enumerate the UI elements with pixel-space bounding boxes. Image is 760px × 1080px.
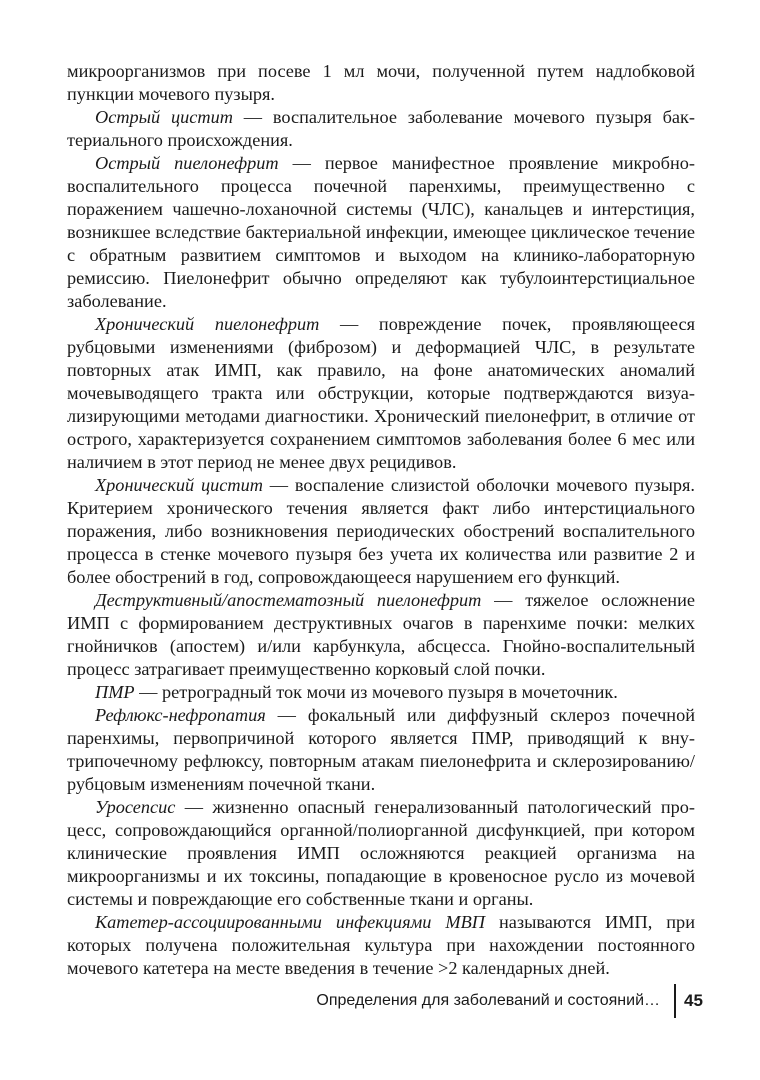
definition-text: — тяжелое осложнение ИМП с формированием деструктивных очагов в паренхиме почки: мелких гнойничков (апостем) и/или карбункула, абсцесса. Гнойно-воспалительный процесс затрагивает преимущественно корковый слой почки.: [67, 590, 695, 679]
running-footer-title: Определения для заболеваний и состояний…: [316, 992, 660, 1009]
definition-term: Рефлюкс-нефропатия: [95, 705, 266, 725]
definition-text: — воспалительное заболевание мочевого пузыря бактериального происхождения.: [67, 107, 695, 150]
definition-acute-cystitis: [67, 106, 695, 152]
definition-term: Хронический цистит: [95, 475, 263, 495]
definition-text: — воспаление слизистой оболочки мочевого пузыря. Критерием хронического течения является факт либо интерстициального поражения, либо возникновения периодических обострений воспалительного процесса в стенке мочевого пузыря без учета их количества или развитие 2 и более обострений в год, сопровождающееся нарушением его функций.: [67, 475, 695, 587]
paragraph-continuation: [67, 60, 695, 106]
definition-acute-pyelonephritis: [67, 152, 695, 313]
definition-chronic-pyelonephritis: [67, 313, 695, 474]
footer-divider: [674, 984, 676, 1018]
definition-catheter-infections: [67, 911, 695, 980]
definition-term: Деструктивный/апостематозный пиелонефрит: [95, 590, 482, 610]
paragraph-text: микроорганизмов при посеве 1 мл мочи, полученной путем надлобковой пункции мочевого пузыря.: [67, 61, 695, 104]
page-number: 45: [684, 991, 703, 1010]
definition-chronic-cystitis: [67, 474, 695, 589]
definition-text: — ретроградный ток мочи из мочевого пузыря в мочеточник.: [134, 682, 618, 702]
definition-term: Хронический пиелонефрит: [95, 314, 320, 334]
definition-destructive-pyelonephritis: [67, 589, 695, 681]
definition-text: — повреждение почек, проявляющееся рубцовыми изменениями (фиброзом) и деформацией ЧЛС, в результате повторных атак ИМП, как правило, на фоне анатомических аномалий мочевыводящего тракта или обструкции, которые подтверждаются визуализирующими методами диагностики. Хронический пиелонефрит, в отличие от острого, характеризуется сохранением симптомов заболевания более 6 мес или наличием в этот период не менее двух рецидивов.: [67, 314, 695, 472]
page-footer: [0, 986, 760, 1022]
definition-reflux-nephropathy: [67, 704, 695, 796]
definition-term: Уросепсис: [95, 797, 176, 817]
definition-text: — первое манифестное проявление микробно-воспалительного процесса почечной паренхимы, преимущественно с поражением чашечно-лоханочной системы (ЧЛС), канальцев и интерстиция, возникшее вследствие бактериальной инфекции, имеющее циклическое течение с обратным развитием симптомов и выходом на клинико-лабораторную ремиссию. Пиелонефрит обычно определяют как тубулоинтерстициальное заболевание.: [67, 153, 695, 311]
definition-term: Острый цистит: [95, 107, 233, 127]
definition-text: — жизненно опасный генерализованный патологический процесс, сопровождающийся органной/полиорганной дисфункцией, при котором клинические проявления ИМП осложняются реакцией организма на микроорганизмы и их токсины, попадающие в кровеносное русло из мочевой системы и повреждающие его собственные ткани и органы.: [67, 797, 695, 909]
definition-text: называются ИМП, при которых получена положительная культура при нахождении постоянного мочевого катетера на месте введения в течение >2 календарных дней.: [67, 912, 695, 978]
definition-term: Катетер-ассоциированными инфекциями МВП: [95, 912, 485, 932]
definition-vur: [67, 681, 695, 704]
definition-text: — фокальный или диффузный склероз почечной паренхимы, первопричиной которого является ПМР, приводящий к внутрипочечному рефлюксу, повторным атакам пиелонефрита и склерозированию/рубцовым изменениям почечной ткани.: [67, 705, 695, 794]
definition-urosepsis: [67, 796, 695, 911]
page-body: [67, 60, 695, 980]
definition-term: Острый пиелонефрит: [95, 153, 279, 173]
definition-term: ПМР: [95, 682, 135, 702]
